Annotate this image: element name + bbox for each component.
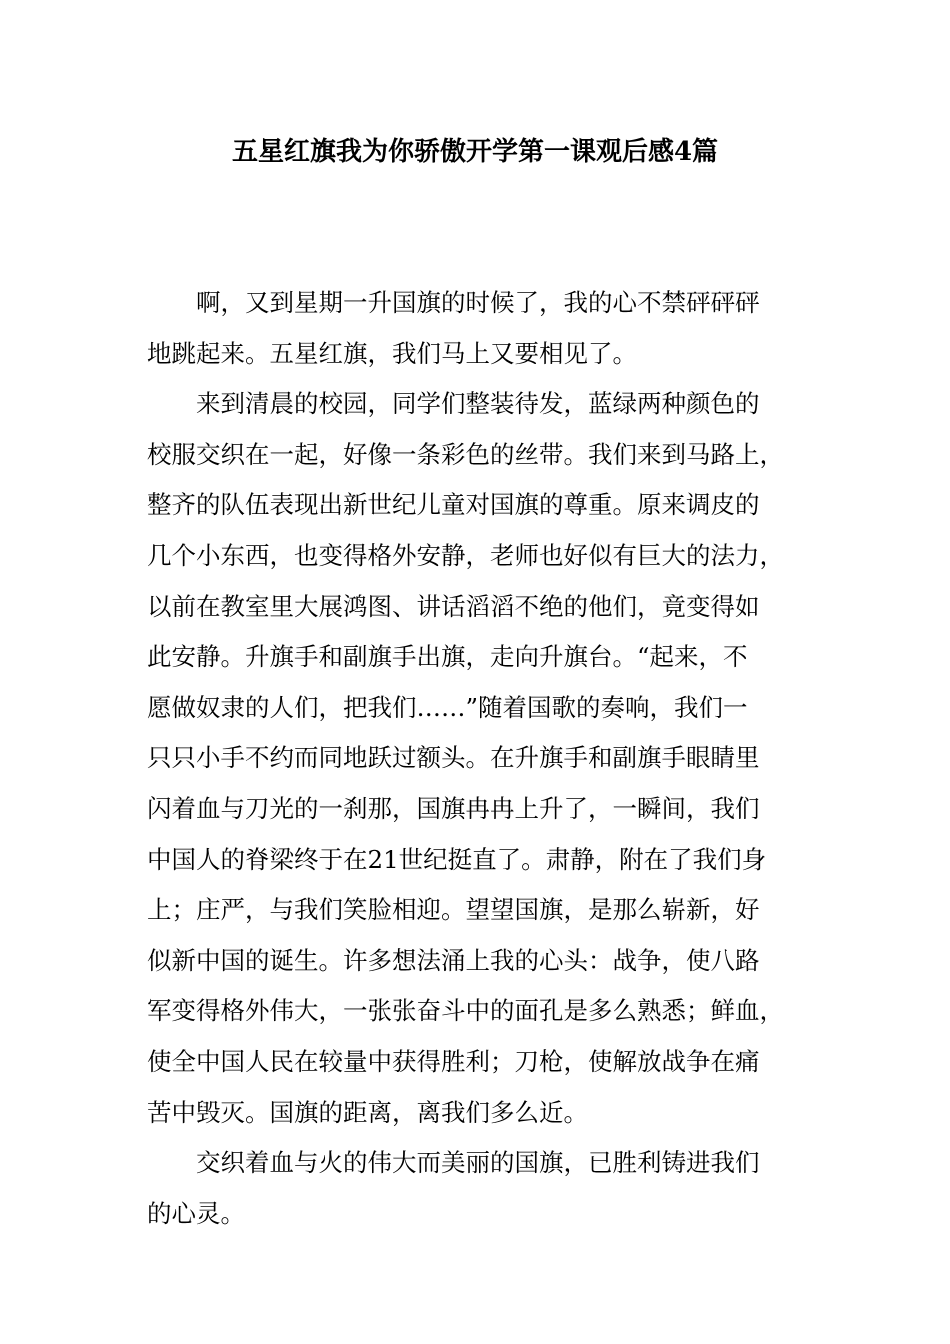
text-line: 使全中国人民在较量中获得胜利；刀枪，使解放战争在痛 [147,1046,760,1076]
document-body [147,281,792,1242]
paragraph-3 [147,1141,792,1242]
paragraph-1 [147,281,792,382]
text-line: 的心灵。 [147,1198,245,1228]
text-line: 来到清晨的校园，同学们整装待发，蓝绿两种颜色的 [196,389,760,419]
text-line: 整齐的队伍表现出新世纪儿童对国旗的尊重。原来调皮的 [147,490,760,520]
text-line: 愿做奴隶的人们，把我们……”随着国歌的奏响，我们一 [147,692,748,722]
text-line: 校服交织在一起，好像一条彩色的丝带。我们来到马路上， [147,439,784,469]
text-line: 此安静。升旗手和副旗手出旗，走向升旗台。“起来，不 [147,642,748,672]
text-line: 啊，又到星期一升国旗的时候了，我的心不禁砰砰砰 [196,288,760,317]
text-line: 军变得格外伟大，一张张奋斗中的面孔是多么熟悉；鲜血， [147,996,784,1026]
text-line: 几个小东西，也变得格外安静，老师也好似有巨大的法力， [147,540,784,570]
text-line: 中国人的脊梁终于在21世纪挺直了。肃静，附在了我们身 [147,844,767,874]
text-line: 苦中毁灭。国旗的距离，离我们多么近。 [147,1097,588,1127]
text-line: 以前在教室里大展鸿图、讲话滔滔不绝的他们，竟变得如 [147,591,760,621]
text-line: 地跳起来。五星红旗，我们马上又要相见了。 [147,338,637,368]
text-line: 上；庄严，与我们笑脸相迎。望望国旗，是那么崭新，好 [147,895,760,925]
text-line: 只只小手不约而同地跃过额头。在升旗手和副旗手眼睛里 [147,743,760,773]
text-line: 似新中国的诞生。许多想法涌上我的心头：战争，使八路 [147,945,760,975]
text-line: 闪着血与刀光的一刹那，国旗冉冉上升了，一瞬间，我们 [147,793,760,823]
text-line: 交织着血与火的伟大而美丽的国旗，已胜利铸进我们 [196,1148,760,1178]
paragraph-2 [147,382,792,1141]
document-title: 五星红旗我为你骄傲开学第一课观后感4篇 [231,137,719,167]
